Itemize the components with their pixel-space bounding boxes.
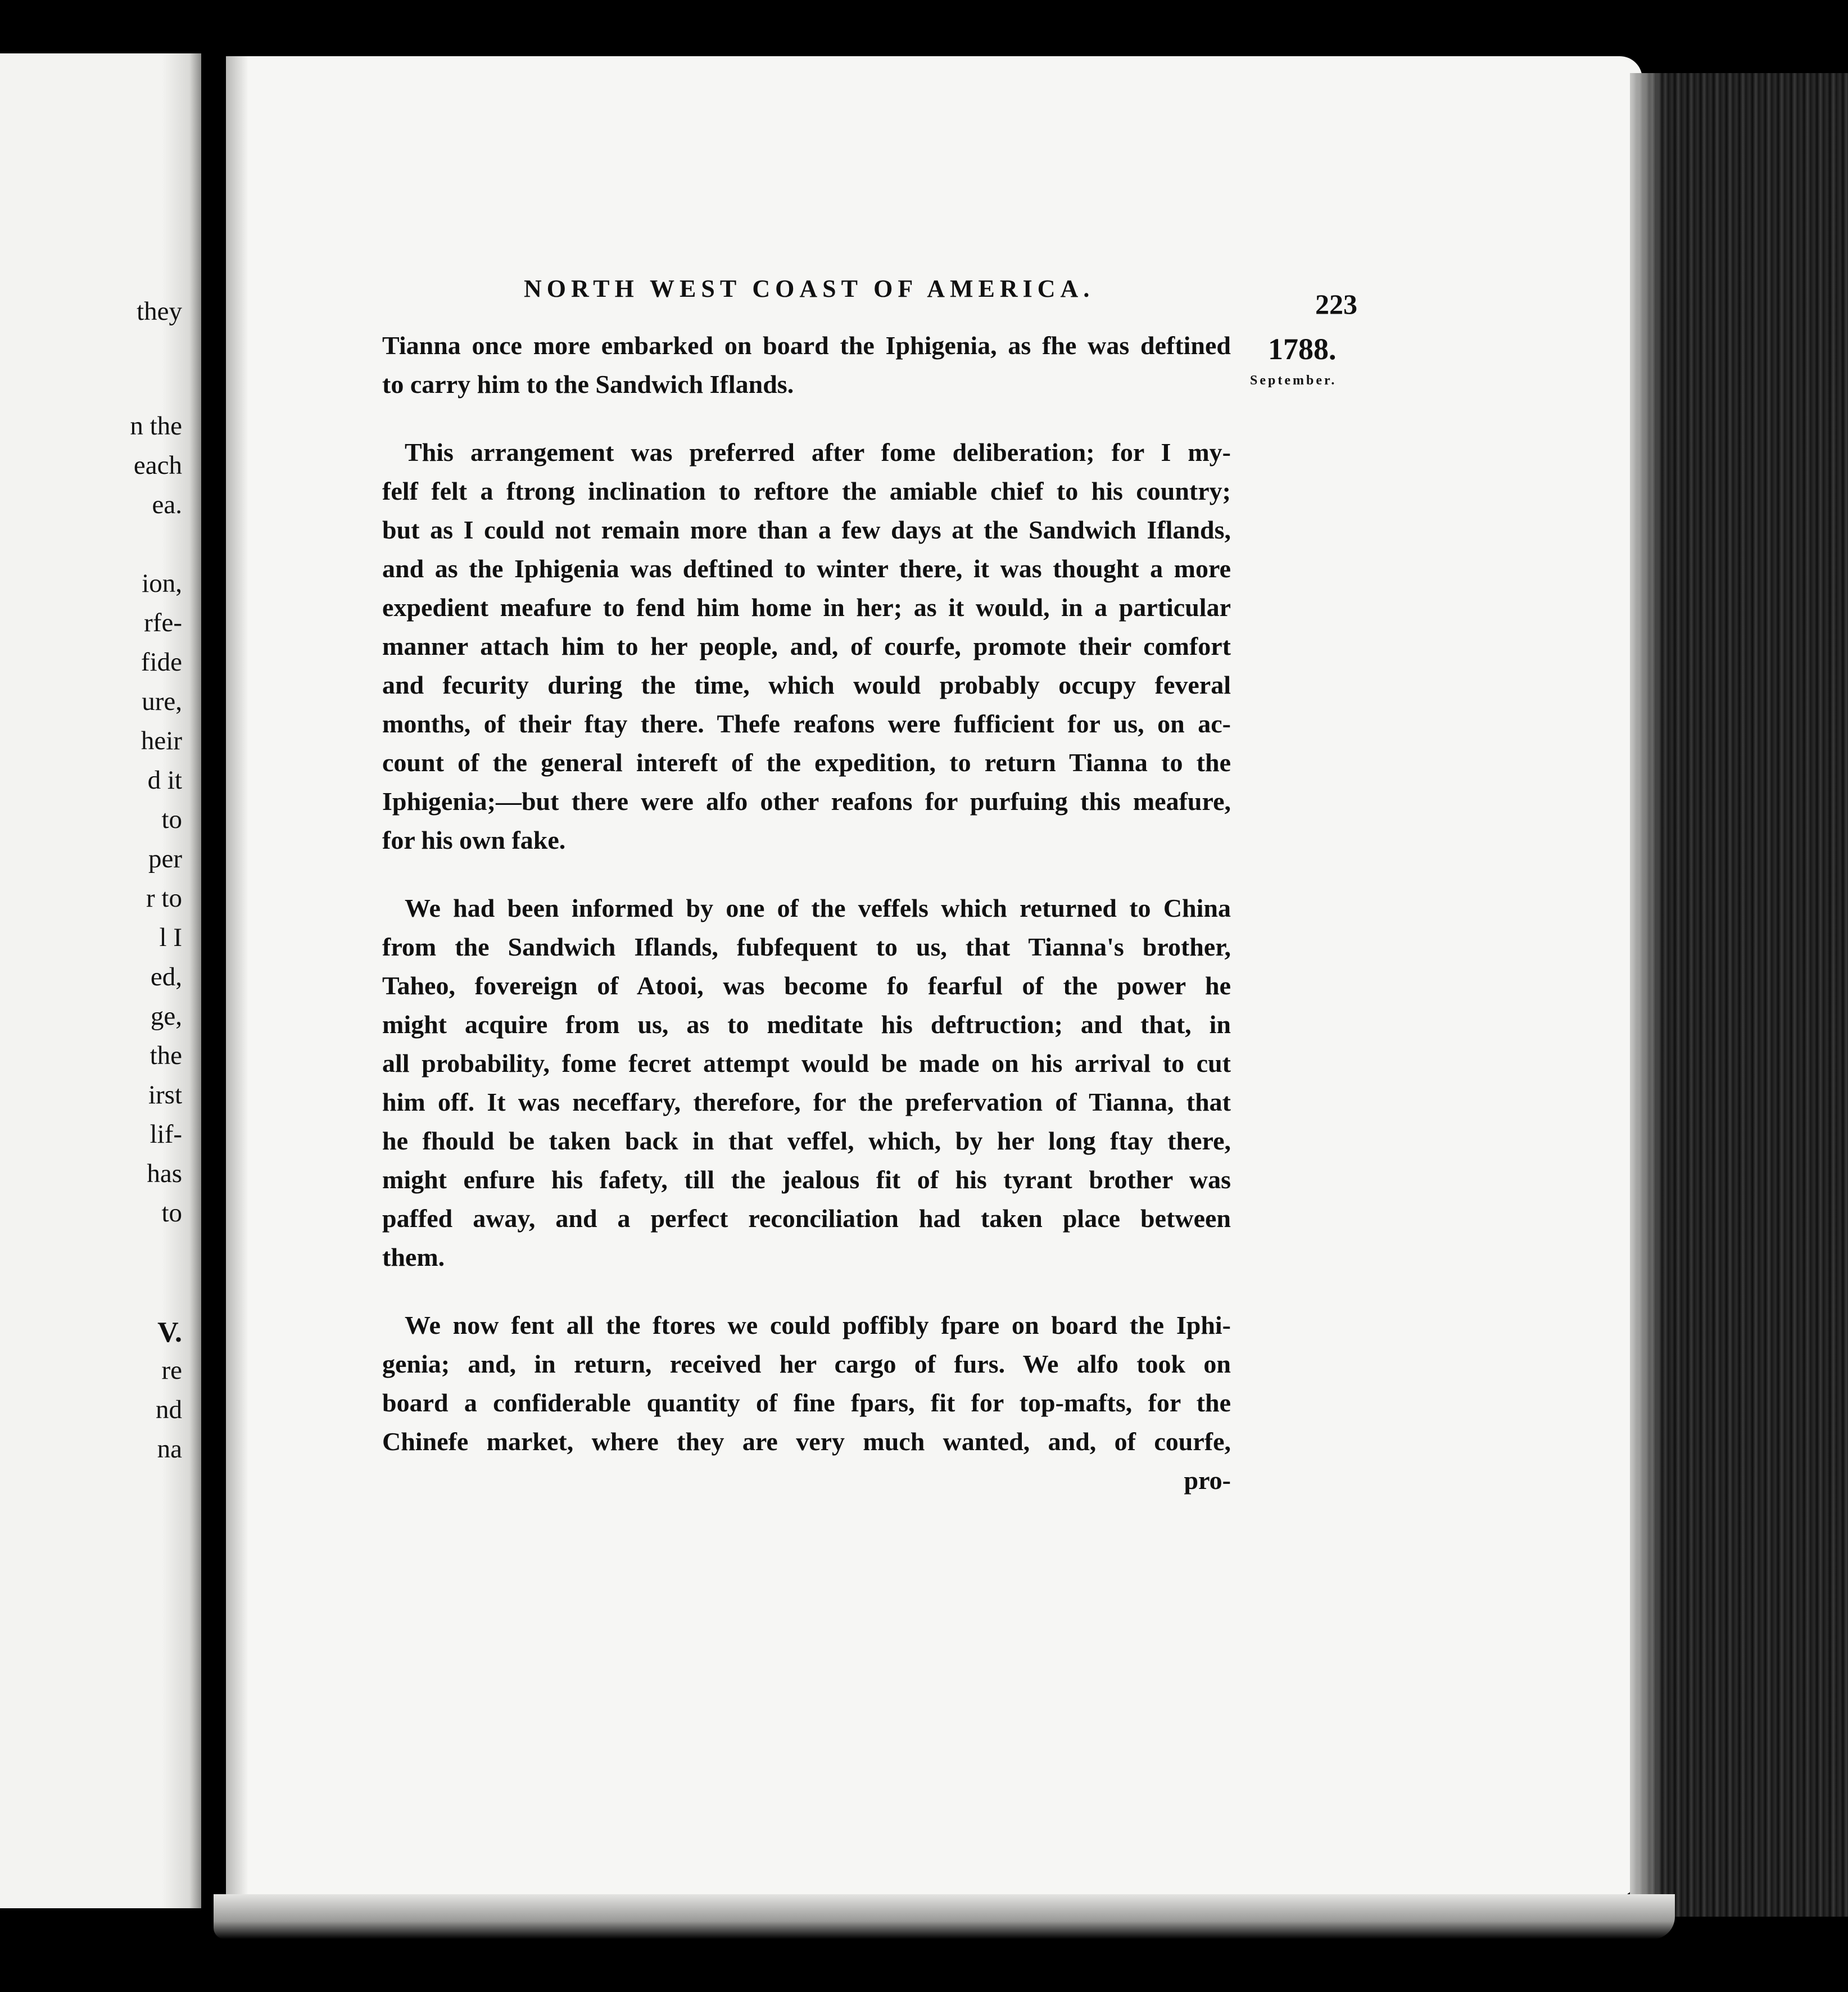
text-line: genia; and, in return, received her cargo of furs. We alfo took on: [382, 1350, 1231, 1378]
text-line: from the Sandwich Iflands, fubfequent to us, that Tianna's brother,: [382, 932, 1231, 961]
text-line: Iphigenia;—but there were alfo other reafons for purfuing this meafure,: [382, 787, 1231, 816]
text-line: them.: [382, 1243, 445, 1271]
facing-page-fragment: ed,: [150, 962, 182, 992]
facing-page-fragment: V.: [157, 1316, 182, 1348]
page-edge-stack: [1630, 73, 1848, 1917]
gutter-shadow: [226, 56, 248, 1900]
text-line: paffed away, and a perfect reconciliation had taken place between: [382, 1204, 1231, 1233]
margin-note-year: 1788.: [1268, 332, 1337, 366]
paragraph: [382, 433, 1231, 859]
facing-page-fragment: nd: [156, 1395, 182, 1424]
text-line: Tianna once more embarked on board the Iphigenia, as fhe was deftined: [382, 331, 1231, 360]
facing-page-fragment: fide: [141, 648, 182, 677]
text-line: felf felt a ftrong inclination to reftore the amiable chief to his country;: [382, 477, 1231, 505]
facing-page-fragment: d it: [147, 766, 182, 795]
facing-page-fragment: n the: [130, 411, 182, 441]
text-line: We had been informed by one of the veffels which returned to China: [405, 894, 1231, 922]
facing-page-fragment: irst: [148, 1080, 182, 1110]
page-body-text: [382, 326, 1231, 1500]
facing-page: [0, 53, 201, 1908]
page-number: 223: [1315, 288, 1357, 320]
page-bottom-edge: [214, 1894, 1675, 1939]
facing-page-fragment: re: [161, 1356, 182, 1385]
margin-note-month: September.: [1250, 373, 1337, 388]
catchword: pro-: [1184, 1466, 1231, 1495]
facing-page-fragment: per: [148, 844, 182, 873]
facing-page-fragment: they: [137, 297, 182, 326]
text-line: board a confiderable quantity of fine fpars, fit for top-mafts, for the: [382, 1388, 1231, 1417]
text-line: Taheo, fovereign of Atooi, was become fo fearful of the power he: [382, 971, 1231, 1000]
facing-page-fragment: ure,: [142, 687, 182, 716]
facing-page-fragment: r to: [146, 884, 182, 913]
text-line: and as the Iphigenia was deftined to winter there, it was thought a more: [382, 554, 1231, 583]
paragraph: [382, 326, 1231, 404]
facing-page-fragment: has: [147, 1159, 182, 1188]
facing-page-fragment: na: [157, 1434, 182, 1464]
text-line: expedient meafure to fend him home in her; as it would, in a particular: [382, 593, 1231, 622]
text-line: but as I could not remain more than a few days at the Sandwich Iflands,: [382, 515, 1231, 544]
paragraph: [382, 1306, 1231, 1461]
running-head: NORTH WEST COAST OF AMERICA.: [524, 275, 1095, 302]
text-line: for his own fake.: [382, 826, 566, 854]
facing-page-fragment: each: [133, 451, 182, 480]
facing-page-fragment: ion,: [142, 569, 182, 598]
text-line: We now fent all the ftores we could poffibly fpare on board the Iphi-: [405, 1311, 1231, 1339]
text-line: and fecurity during the time, which would probably occupy feveral: [382, 671, 1231, 699]
text-line: him off. It was neceffary, therefore, for the prefervation of Tianna, that: [382, 1088, 1231, 1116]
paragraph: [382, 889, 1231, 1276]
text-line: to carry him to the Sandwich Iflands.: [382, 370, 794, 399]
facing-page-fragment: the: [150, 1041, 182, 1070]
facing-page-fragment: to: [161, 805, 182, 834]
facing-page-fragment: to: [161, 1198, 182, 1228]
facing-page-fragment: lif-: [150, 1120, 182, 1149]
text-line: manner attach him to her people, and, of courfe, promote their comfort: [382, 632, 1231, 660]
facing-page-fragment: l I: [159, 923, 182, 952]
facing-page-fragment: ge,: [150, 1002, 182, 1031]
facing-page-fragment: rfe-: [144, 608, 182, 637]
text-line: months, of their ftay there. Thefe reafons were fufficient for us, on ac-: [382, 709, 1231, 738]
text-line: might enfure his fafety, till the jealous fit of his tyrant brother was: [382, 1165, 1231, 1194]
text-line: Chinefe market, where they are very much wanted, and, of courfe,: [382, 1427, 1231, 1456]
text-line: count of the general intereft of the expedition, to return Tianna to the: [382, 748, 1231, 777]
text-line: This arrangement was preferred after fome deliberation; for I my-: [405, 438, 1231, 467]
text-line: all probability, fome fecret attempt would be made on his arrival to cut: [382, 1049, 1231, 1078]
facing-page-fragment: heir: [141, 726, 182, 755]
text-line: he fhould be taken back in that veffel, which, by her long ftay there,: [382, 1126, 1231, 1155]
facing-page-fragment: ea.: [152, 490, 182, 519]
text-line: might acquire from us, as to meditate his deftruction; and that, in: [382, 1010, 1231, 1039]
